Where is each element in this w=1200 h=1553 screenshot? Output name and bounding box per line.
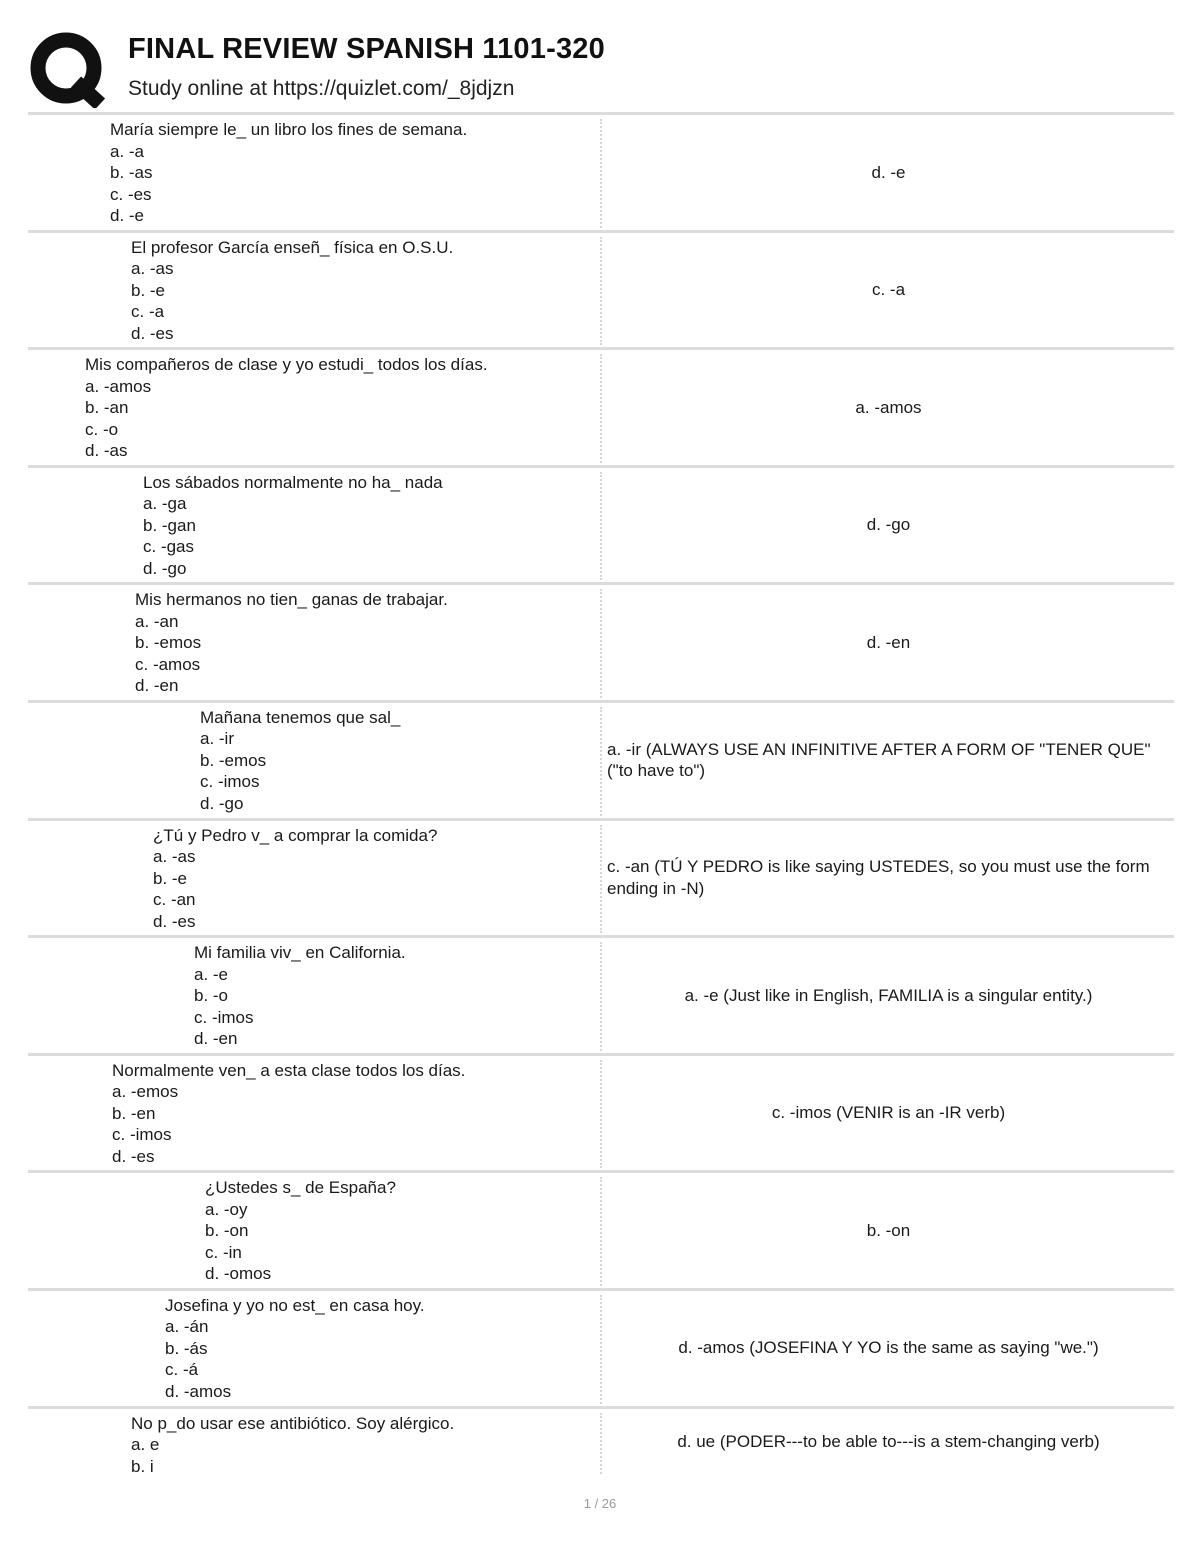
option-a: a. -e (194, 964, 229, 984)
option-c: c. -in (205, 1242, 242, 1262)
answer-text: d. ue (PODER---to be able to---is a stem-changing verb) (677, 1432, 1100, 1452)
answer-cell (603, 1409, 1174, 1476)
answer-cell (603, 585, 1174, 700)
term-cell (131, 1413, 454, 1478)
option-a: a. -an (135, 611, 179, 631)
question-text: Los sábados normalmente no ha_ nada (143, 472, 443, 492)
option-a: a. -án (165, 1317, 209, 1337)
option-a: a. -as (153, 847, 196, 867)
answer-cell (603, 350, 1174, 465)
page-header (30, 30, 1170, 110)
answer-text: d. -amos (JOSEFINA Y YO is the same as saying "we.") (678, 1338, 1099, 1358)
answer-text: c. -an (TÚ Y PEDRO is like saying USTEDES, so you must use the form ending in -N) (607, 857, 1150, 898)
column-divider (600, 825, 602, 934)
option-c: c. -o (85, 419, 119, 439)
column-divider (600, 1177, 602, 1286)
option-d: d. -es (153, 911, 196, 931)
column-divider (600, 472, 602, 581)
term-cell (143, 472, 443, 580)
option-d: d. -omos (205, 1264, 272, 1284)
option-b: b. -e (131, 280, 166, 300)
answer-cell (603, 233, 1174, 348)
term-cell (112, 1060, 465, 1168)
answer-cell (603, 468, 1174, 583)
option-c: c. -es (110, 184, 152, 204)
column-divider (600, 589, 602, 698)
question-text: Normalmente ven_ a esta clase todos los días. (112, 1060, 466, 1080)
answer-text: d. -go (866, 515, 911, 535)
flashcard-row (28, 700, 1174, 818)
option-b: b. -emos (200, 750, 267, 770)
answer-cell (603, 938, 1174, 1053)
answer-text: c. -imos (VENIR is an -IR verb) (771, 1103, 1006, 1123)
option-a: a. -amos (85, 376, 152, 396)
option-d: d. -es (131, 323, 174, 343)
term-cell (110, 119, 467, 227)
column-divider (600, 1060, 602, 1169)
term-cell (205, 1177, 396, 1285)
study-online-link[interactable]: Study online at https://quizlet.com/_8jdjzn (128, 77, 515, 100)
flashcard-row (28, 1170, 1174, 1288)
page-title: FINAL REVIEW SPANISH 1101-320 (128, 33, 605, 65)
option-a: a. e (131, 1435, 160, 1455)
option-a: a. -ga (143, 494, 187, 514)
option-a: a. -oy (205, 1199, 248, 1219)
term-cell (200, 707, 400, 815)
option-d: d. -es (112, 1146, 155, 1166)
quizlet-logo-icon (30, 32, 106, 108)
flashcard-row (28, 112, 1174, 230)
option-b: b. -an (85, 398, 129, 418)
term-cell (85, 354, 488, 462)
flashcard-row (28, 347, 1174, 465)
question-text: ¿Tú y Pedro v_ a comprar la comida? (153, 825, 438, 845)
term-cell (153, 825, 437, 933)
option-a: a. -a (110, 141, 145, 161)
option-c: c. -amos (135, 654, 201, 674)
flashcard-row (28, 230, 1174, 348)
page-number: 1 / 26 (583, 1496, 617, 1511)
flashcard-list (28, 112, 1174, 1476)
option-d: d. -en (194, 1029, 238, 1049)
question-text: Mi familia viv_ en California. (194, 943, 406, 963)
flashcard-row (28, 582, 1174, 700)
question-text: Mis hermanos no tien_ ganas de trabajar. (135, 590, 448, 610)
option-c: c. -á (165, 1360, 199, 1380)
option-c: c. -imos (200, 772, 260, 792)
option-b: b. -emos (135, 633, 202, 653)
column-divider (600, 237, 602, 346)
answer-cell (603, 1056, 1174, 1171)
option-c: c. -imos (194, 1007, 254, 1027)
answer-text: a. -e (Just like in English, FAMILIA is a singular entity.) (684, 985, 1093, 1005)
option-c: c. -an (153, 890, 196, 910)
option-c: c. -imos (112, 1125, 172, 1145)
option-b: b. i (131, 1456, 154, 1476)
column-divider (600, 942, 602, 1051)
option-b: b. -o (194, 986, 229, 1006)
flashcard-row (28, 818, 1174, 936)
question-text: El profesor García enseñ_ física en O.S.U. (131, 237, 454, 257)
answer-text: b. -on (866, 1220, 911, 1240)
answer-cell (603, 1291, 1174, 1406)
option-d: d. -amos (165, 1381, 232, 1401)
term-cell (131, 237, 453, 345)
option-b: b. -on (205, 1221, 249, 1241)
question-text: No p_do usar ese antibiótico. Soy alérgico. (131, 1413, 455, 1433)
option-b: b. -ás (165, 1338, 208, 1358)
question-text: ¿Ustedes s_ de España? (205, 1178, 396, 1198)
option-d: d. -en (135, 676, 179, 696)
answer-text: d. -e (871, 162, 906, 182)
option-c: c. -gas (143, 537, 195, 557)
flashcard-row (28, 1288, 1174, 1406)
option-a: a. -as (131, 259, 174, 279)
answer-cell (603, 115, 1174, 230)
flashcard-row (28, 465, 1174, 583)
answer-text: a. -amos (855, 397, 922, 417)
option-b: b. -e (153, 868, 188, 888)
option-b: b. -en (112, 1103, 156, 1123)
flashcard-row (28, 935, 1174, 1053)
column-divider (600, 1295, 602, 1404)
question-text: Mis compañeros de clase y yo estudi_ todos los días. (85, 355, 488, 375)
option-d: d. -e (110, 206, 145, 225)
term-cell (194, 942, 406, 1050)
option-a: a. -emos (112, 1082, 179, 1102)
column-divider (600, 707, 602, 816)
column-divider (600, 354, 602, 463)
option-d: d. -go (143, 558, 187, 578)
option-a: a. -ir (200, 729, 234, 749)
answer-cell (603, 1173, 1174, 1288)
answer-cell (603, 703, 1174, 818)
option-d: d. -as (85, 441, 128, 461)
flashcard-row (28, 1406, 1174, 1476)
term-cell (165, 1295, 425, 1403)
answer-text: d. -en (866, 632, 911, 652)
column-divider (600, 119, 602, 228)
answer-text: a. -ir (ALWAYS USE AN INFINITIVE AFTER A FORM OF "TENER QUE" ("to have to") (607, 739, 1151, 781)
question-text: Josefina y yo no est_ en casa hoy. (165, 1295, 425, 1315)
option-b: b. -gan (143, 515, 196, 535)
term-cell (135, 589, 448, 697)
question-text: Mañana tenemos que sal_ (200, 707, 401, 727)
option-d: d. -go (200, 793, 244, 813)
option-b: b. -as (110, 163, 153, 182)
column-divider (600, 1413, 602, 1474)
flashcard-row (28, 1053, 1174, 1171)
answer-text: c. -a (871, 280, 906, 300)
question-text: María siempre le_ un libro los fines de semana. (110, 120, 468, 139)
option-c: c. -a (131, 302, 165, 322)
answer-cell (603, 821, 1174, 936)
